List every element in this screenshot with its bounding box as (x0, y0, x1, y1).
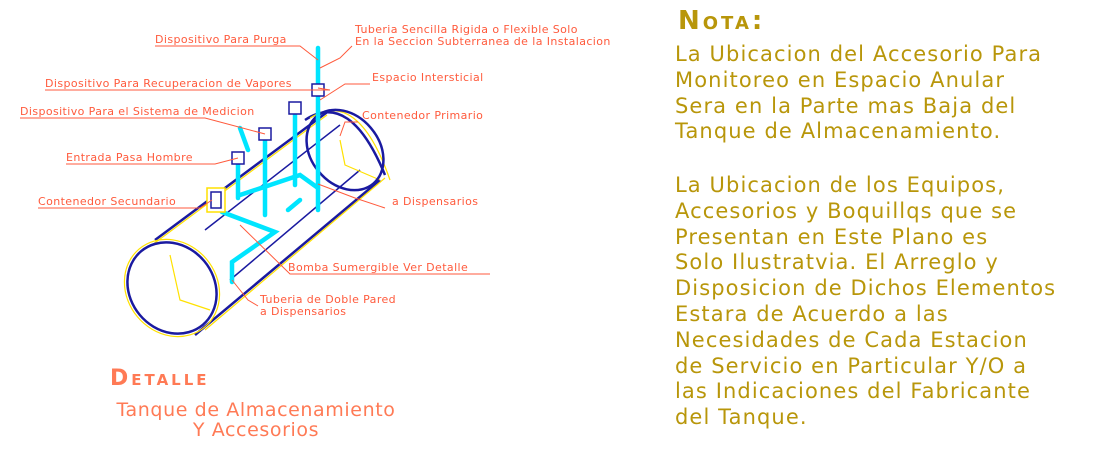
nota-title: Nota: (678, 6, 766, 36)
nota-paragraph-1: La Ubicacion del Accesorio Para Monitoreo en Espacio Anular Sera en la Parte mas Baja del Tanque de Almacenamiento. (675, 42, 1043, 144)
diagram-labels (20, 23, 611, 318)
cut-section (170, 140, 380, 310)
label-dispensarios: a Dispensarios (392, 195, 479, 208)
detail-subtitle (86, 400, 426, 440)
label-contenedor-primario: Contenedor Primario (362, 109, 484, 122)
label-recuperacion: Dispositivo Para Recuperacion de Vapores (45, 77, 292, 90)
label-bomba: Bomba Sumergible Ver Detalle (288, 261, 469, 274)
label-entrada: Entrada Pasa Hombre (66, 151, 193, 164)
label-tuberia-sencilla-1: Tuberia Sencilla Rigida o Flexible Solo (355, 23, 578, 36)
nota-paragraph-2: La Ubicacion de los Equipos, Accesorios y Boquillqs que se Presentan en Este Plano es Solo Ilustratvia. El Arreglo y Disposicion de Dichos Elementos Estara de Acuerdo a las Necesidades de Cada Estacion de Servicio en Particular Y/O a las Indicaciones del Fabricante del Tanque. (675, 173, 1057, 430)
label-doble-pared-1: Tuberia de Doble Pared (260, 293, 397, 306)
detail-title: Detalle (110, 366, 210, 391)
detail-subtitle-line-2: Y Accesorios (192, 419, 320, 441)
detail-subtitle-line-1: Tanque de Almacenamiento (116, 399, 396, 421)
label-doble-pared-2: a Dispensarios (260, 305, 347, 318)
label-contenedor-secundario: Contenedor Secundario (38, 195, 177, 208)
label-intersticial: Espacio Intersticial (372, 71, 484, 84)
label-purga: Dispositivo Para Purga (155, 33, 287, 46)
label-medicion: Dispositivo Para el Sistema de Medicion (20, 105, 255, 118)
label-tuberia-sencilla-2: En la Seccion Subterranea de la Instalacion (355, 35, 611, 48)
